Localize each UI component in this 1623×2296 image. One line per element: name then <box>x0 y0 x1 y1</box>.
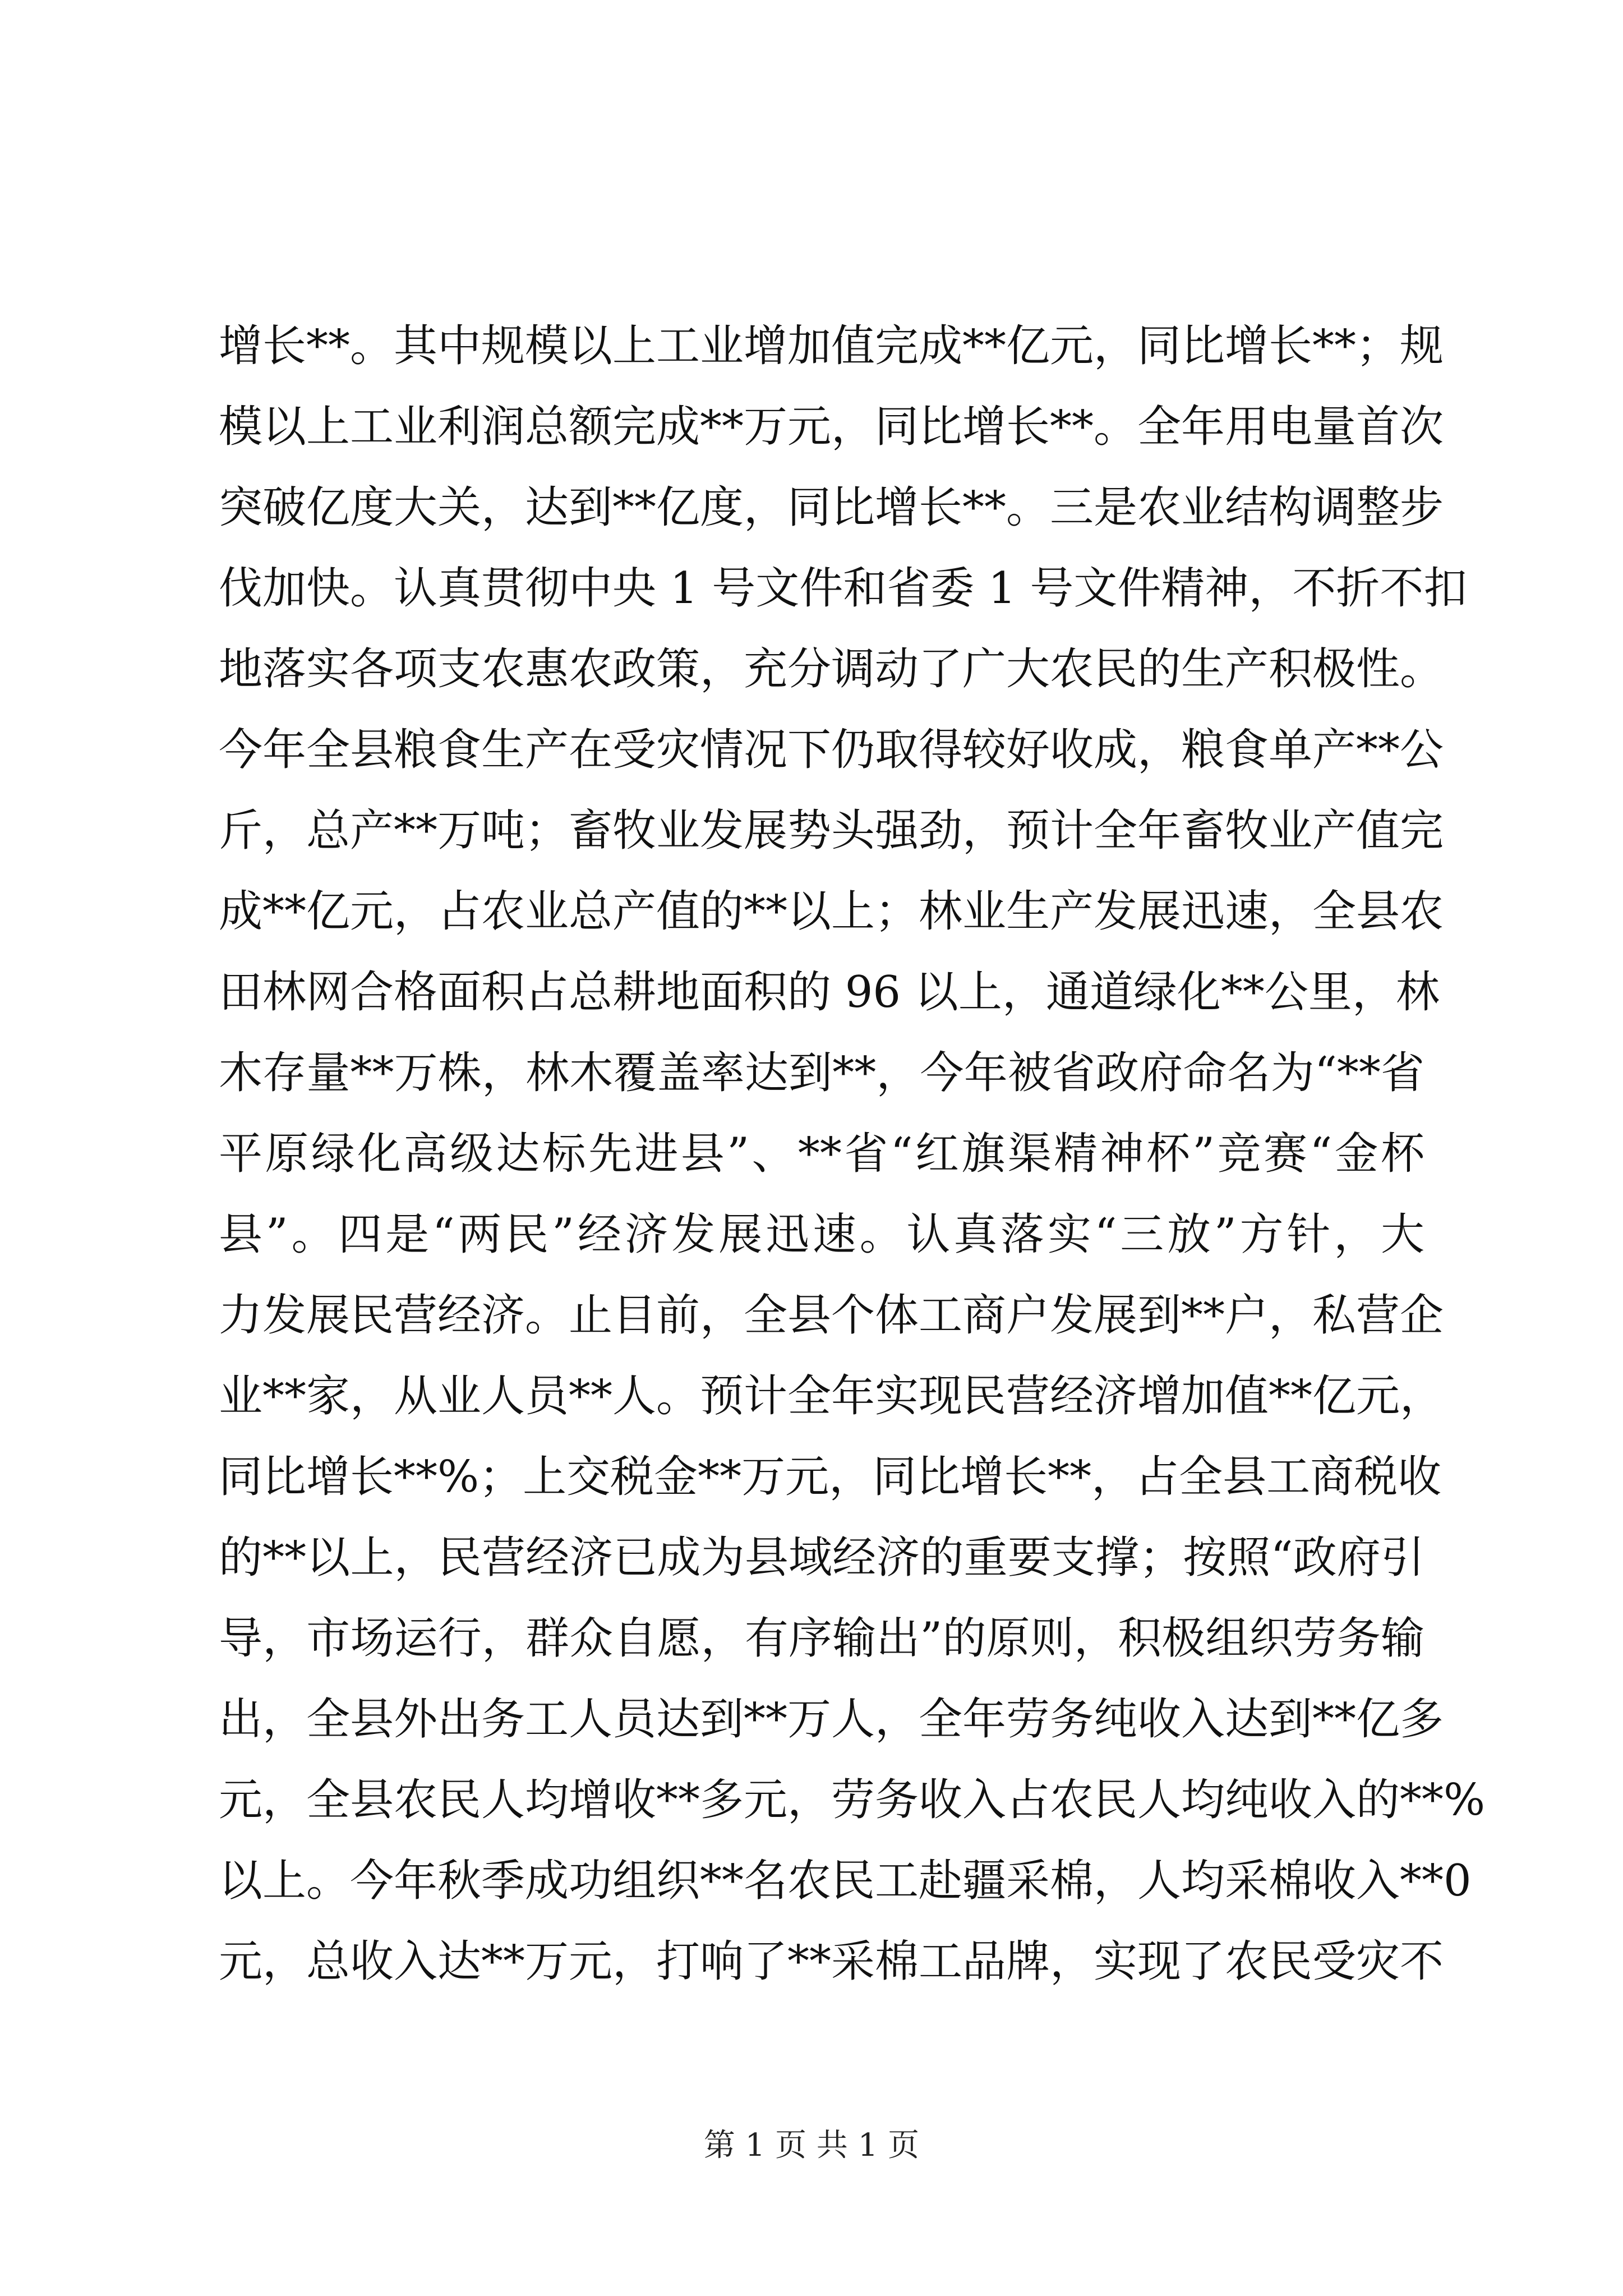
text-line: 元，总收入达**万元，打响了**采棉工品牌，实现了农民受灾不 <box>219 1936 1444 1987</box>
text-line: 伐加快。认真贯彻中央 1 号文件和省委 1 号文件精神，不折不扣 <box>219 563 1468 614</box>
body-text <box>219 306 1486 2002</box>
text-line: 突破亿度大关，达到**亿度，同比增长**。三是农业结构调整步 <box>219 482 1444 533</box>
text-line: 县”。四是“两民”经济发展迅速。认真落实“三放”方针，大 <box>219 1209 1424 1260</box>
text-line: 导，市场运行，群众自愿，有序输出”的原则，积极组织劳务输 <box>219 1613 1424 1664</box>
text-line: 元，全县农民人均增收**多元，劳务收入占农民人均纯收入的**% <box>219 1775 1486 1825</box>
text-line: 的**以上，民营经济已成为县域经济的重要支撑；按照“政府引 <box>219 1533 1424 1583</box>
text-line: 出，全县外出务工人员达到**万人，全年劳务纯收入达到**亿多 <box>219 1694 1444 1745</box>
text-line: 田林网合格面积占总耕地面积的 96 以上，通道绿化**公里，林 <box>219 967 1440 1018</box>
text-line: 成**亿元，占农业总产值的**以上；林业生产发展迅速，全县农 <box>219 886 1444 937</box>
text-line: 增长**。其中规模以上工业增加值完成**亿元，同比增长**；规 <box>219 321 1444 371</box>
page-footer: 第 1 页 共 1 页 <box>703 2127 920 2164</box>
text-line: 以上。今年秋季成功组织**名农民工赴疆采棉，人均采棉收入**0 <box>219 1856 1472 1906</box>
text-line: 力发展民营经济。止目前，全县个体工商户发展到**户，私营企 <box>219 1290 1444 1341</box>
text-line: 同比增长**%；上交税金**万元，同比增长**，占全县工商税收 <box>219 1452 1442 1502</box>
text-line: 地落实各项支农惠农政策，充分调动了广大农民的生产积极性。 <box>219 644 1444 694</box>
text-line: 模以上工业利润总额完成**万元，同比增长**。全年用电量首次 <box>219 402 1444 452</box>
text-line: 业**家，从业人员**人。预计全年实现民营经济增加值**亿元， <box>219 1371 1444 1421</box>
text-line: 今年全县粮食生产在受灾情况下仍取得较好收成，粮食单产**公 <box>219 725 1444 775</box>
text-line: 斤，总产**万吨；畜牧业发展势头强劲，预计全年畜牧业产值完 <box>219 806 1444 856</box>
text-line: 平原绿化高级达标先进县”、**省“红旗渠精神杯”竞赛“金杯 <box>219 1129 1424 1179</box>
text-line: 木存量**万株，林木覆盖率达到**，今年被省政府命名为“**省 <box>219 1048 1424 1098</box>
